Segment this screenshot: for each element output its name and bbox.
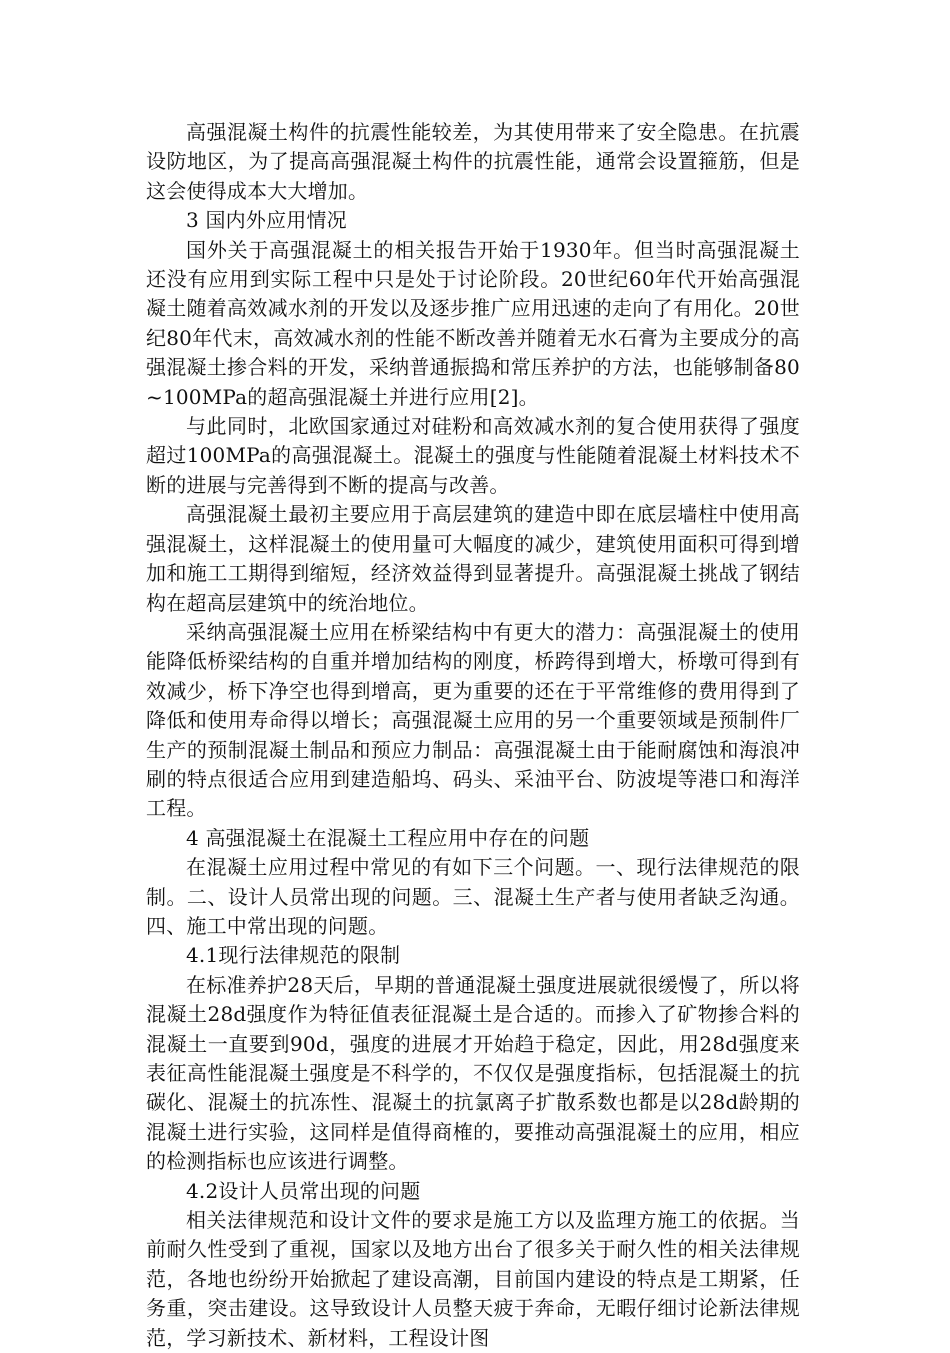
section-heading-4: 4 高强混凝土在混凝土工程应用中存在的问题 bbox=[186, 825, 590, 850]
subsection-heading-4-1: 4.1现行法律规范的限制 bbox=[186, 943, 401, 968]
paragraph-problems-overview: 在混凝土应用过程中常见的有如下三个问题。一、现行法律规范的限制。二、设计人员常出现的问题。三、混凝土生产者与使用者缺乏沟通。四、施工中常出现的问题。 bbox=[146, 855, 800, 938]
paragraph-high-rise: 高强混凝土最初主要应用于高层建筑的建造中即在底层墙柱中使用高强混凝土，这样混凝土的使用量可大幅度的减少，建筑使用面积可得到增加和施工工期得到缩短，经济效益得到显著提升。高强混凝土挑战了钢结构在超高层建筑中的统治地位。 bbox=[146, 502, 800, 615]
paragraph-designer-issues: 相关法律规范和设计文件的要求是施工方以及监理方施工的依据。当前耐久性受到了重视，国家以及地方出台了很多关于耐久性的相关法律规范，各地也纷纷开始掀起了建设高潮，目前国内建设的特点是工期紧，任务重，突击建设。这导致设计人员整天疲于奔命，无暇仔细讨论新法律规范，学习新技术、新材料，工程设计图 bbox=[146, 1208, 800, 1350]
section-heading-3: 3 国内外应用情况 bbox=[186, 208, 347, 233]
paragraph-seismic-risk: 高强混凝土构件的抗震性能较差，为其使用带来了安全隐患。在抗震设防地区，为了提高高强混凝土构件的抗震性能，通常会设置箍筋，但是这会使得成本大大增加。 bbox=[146, 120, 800, 203]
paragraph-bridges: 采纳高强混凝土应用在桥梁结构中有更大的潜力：高强混凝土的使用能降低桥梁结构的自重并增加结构的刚度，桥跨得到增大，桥墩可得到有效减少，桥下净空也得到增高，更为重要的还在于平常维修的费用得到了降低和使用寿命得以增长；高强混凝土应用的另一个重要领域是预制件厂生产的预制混凝土制品和预应力制品：高强混凝土由于能耐腐蚀和海浪冲刷的特点很适合应用到建造船坞、码头、采油平台、防波堤等港口和海洋工程。 bbox=[146, 619, 800, 821]
document-page bbox=[146, 118, 800, 1353]
subsection-heading-4-2: 4.2设计人员常出现的问题 bbox=[186, 1178, 421, 1203]
paragraph-nordic-silica: 与此同时，北欧国家通过对硅粉和高效减水剂的复合使用获得了强度超过100MPa的高强混凝土。混凝土的强度与性能随着混凝土材料技术不断的进展与完善得到不断的提高与改善。 bbox=[146, 414, 800, 497]
paragraph-foreign-history: 国外关于高强混凝土的相关报告开始于1930年。但当时高强混凝土还没有应用到实际工程中只是处于讨论阶段。20世纪60年代开始高强混凝土随着高效减水剂的开发以及逐步推广应用迅速的走向了有用化。20世纪80年代末，高效减水剂的性能不断改善并随着无水石膏为主要成分的高强混凝土掺合料的开发，采纳普通振捣和常压养护的方法，也能够制备80~100MPa的超高强混凝土并进行应用[2]。 bbox=[146, 237, 800, 409]
paragraph-regulation-limits: 在标准养护28天后，早期的普通混凝土强度进展就很缓慢了，所以将混凝土28d强度作为特征值表征混凝土是合适的。而掺入了矿物掺合料的混凝土一直要到90d，强度的进展才开始趋于稳定，因此，用28d强度来表征高性能混凝土强度是不科学的，不仅仅是强度指标，包括混凝土的抗碳化、混凝土的抗冻性、混凝土的抗氯离子扩散系数也都是以28d龄期的混凝土进行实验，这同样是值得商榷的，要推动高强混凝土的应用，相应的检测指标也应该进行调整。 bbox=[146, 972, 800, 1174]
